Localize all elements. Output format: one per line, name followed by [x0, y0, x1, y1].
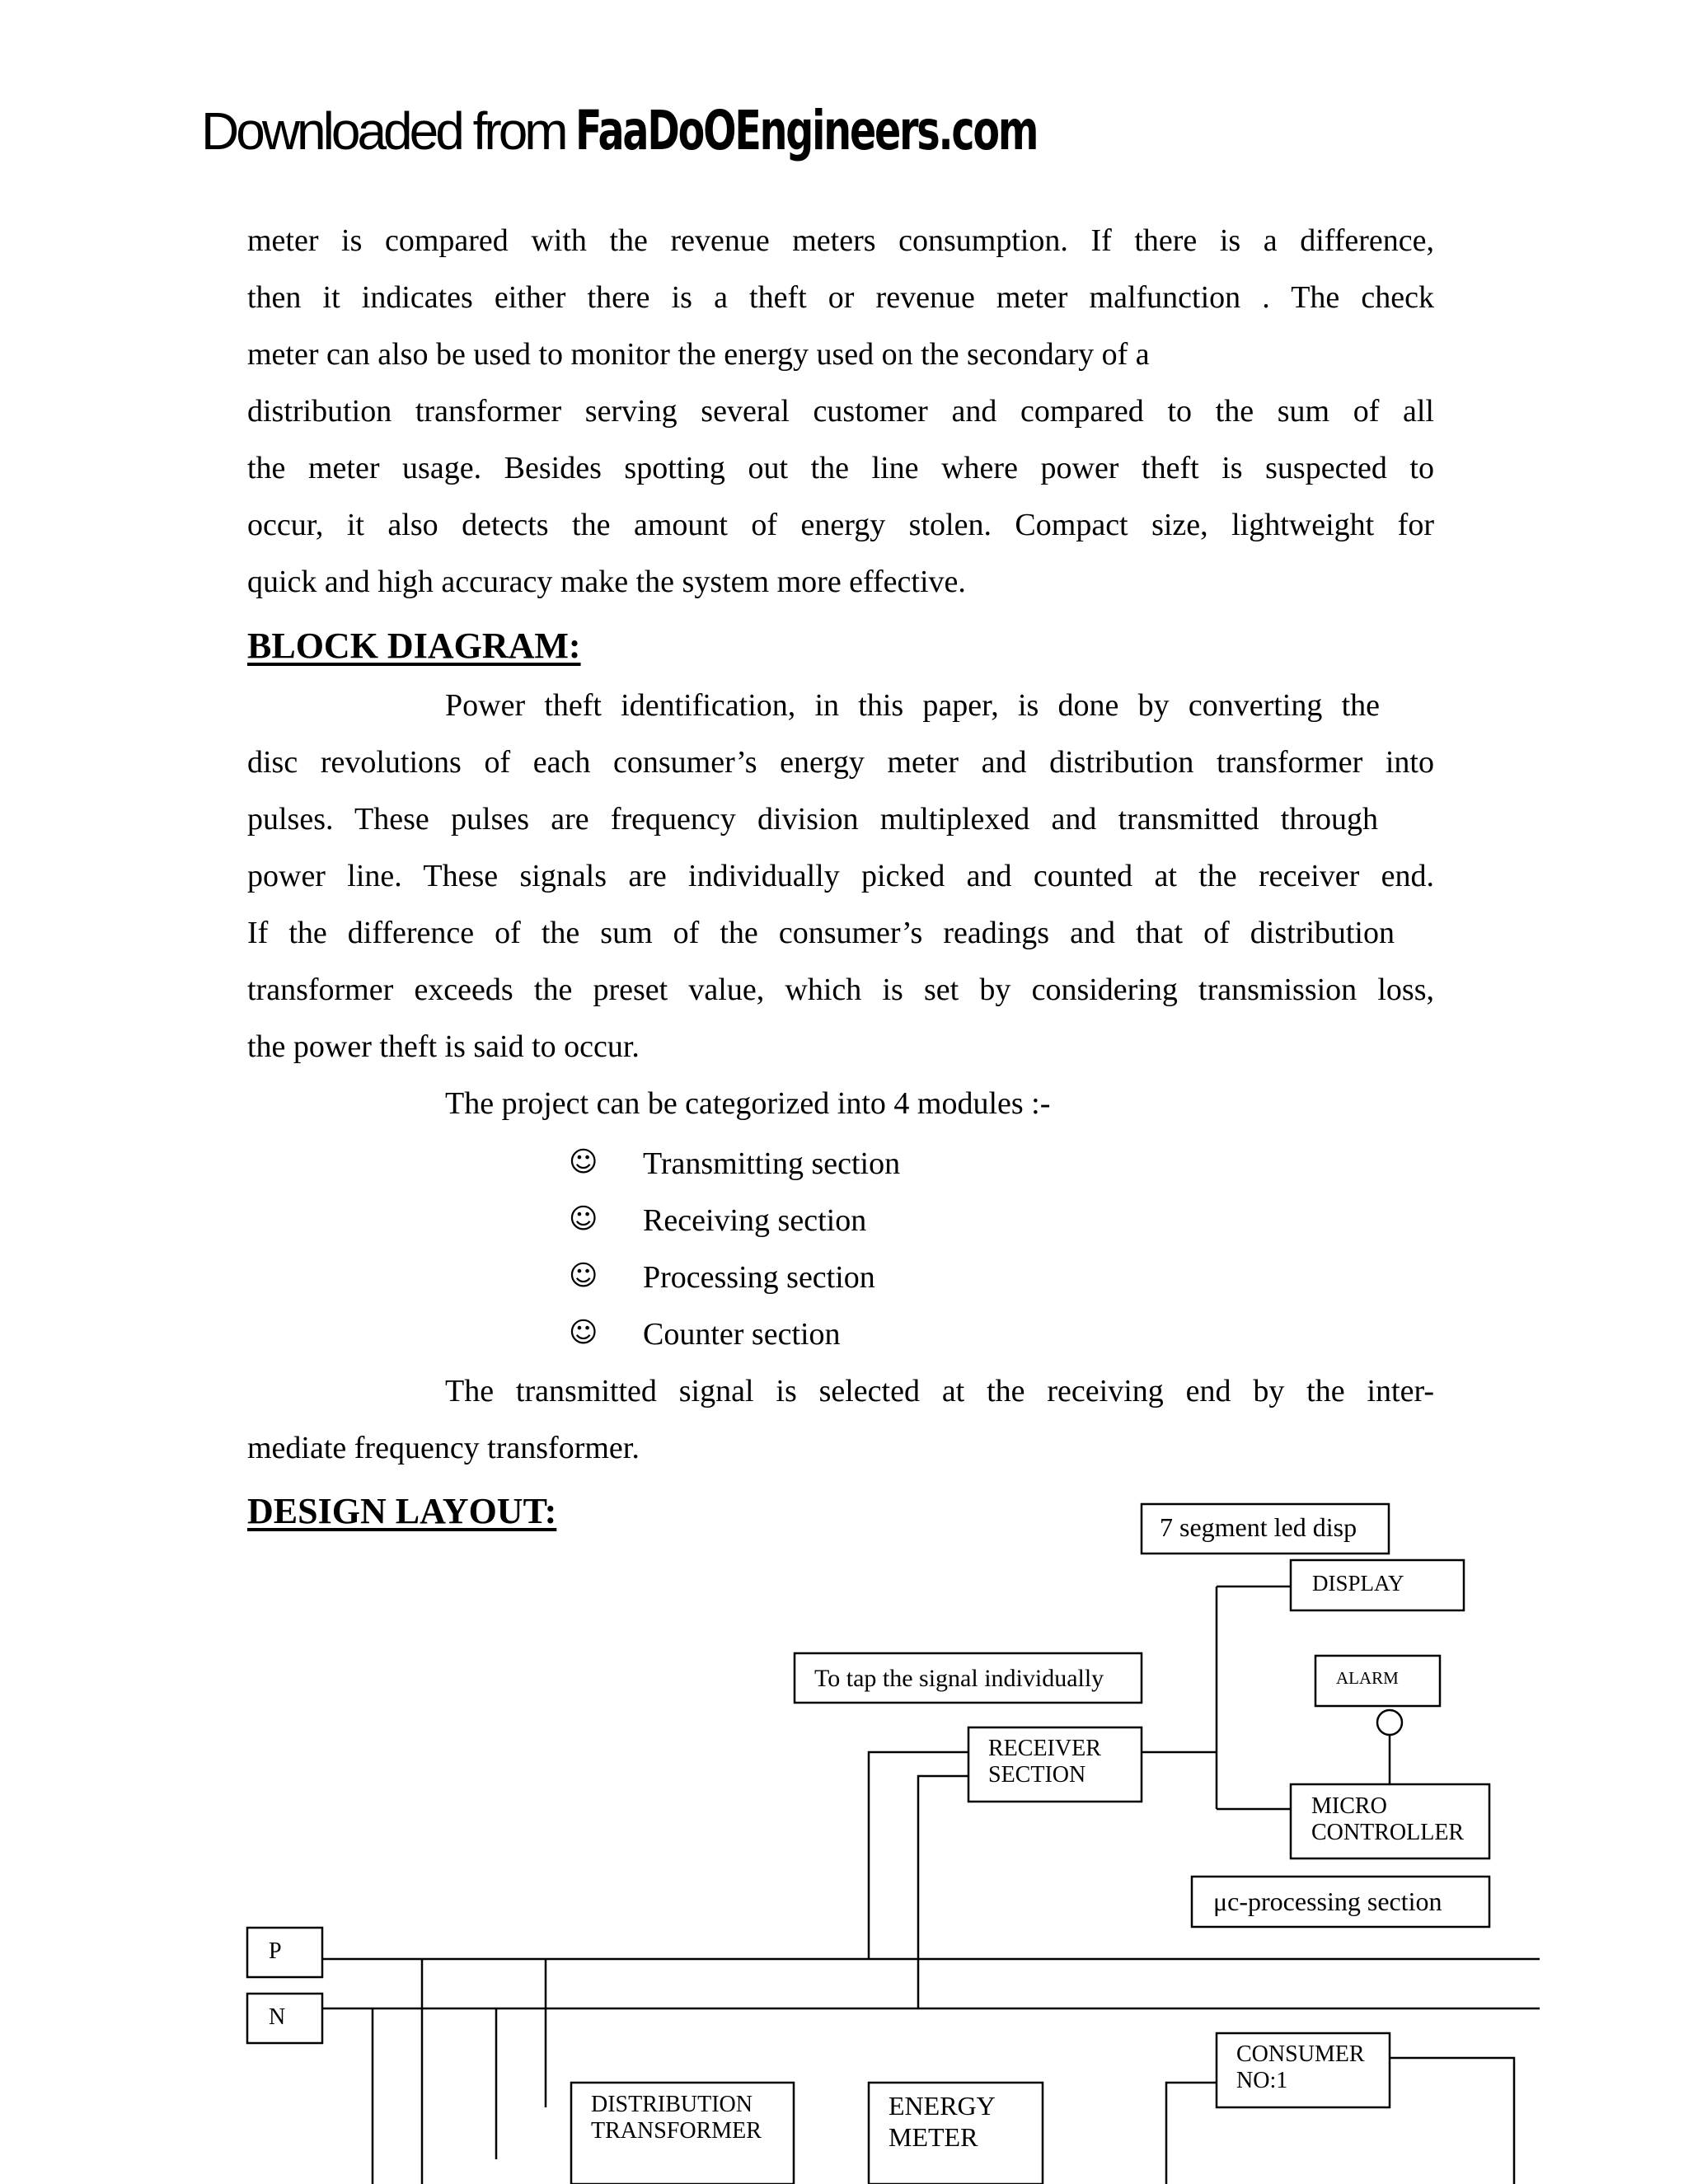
p-box	[247, 1928, 322, 1977]
alarm-label: ALARM	[1336, 1668, 1399, 1688]
text-line: pulses. These pulses are frequency division multiplexed and transmitted through	[247, 802, 1378, 837]
heading-design-layout: DESIGN LAYOUT:	[247, 1491, 557, 1531]
text-line: occur, it also detects the amount of energy stolen. Compact size, lightweight for	[247, 508, 1434, 542]
download-banner	[201, 99, 1217, 162]
energy-meter-label-line1: ENERGY	[889, 2091, 996, 2121]
consumer-wires	[1166, 2058, 1514, 2184]
consumer-label-line2: NO:1	[1236, 2068, 1288, 2093]
text-line: meter is compared with the revenue meters consumption. If there is a difference,	[247, 223, 1434, 258]
text-line: If the difference of the sum of the consumer’s readings and that of distribution	[247, 916, 1395, 950]
module-item: Transmitting section	[643, 1146, 901, 1181]
micro-label-line2: CONTROLLER	[1311, 1820, 1465, 1845]
text-line: distribution transformer serving several customer and compared to the sum of all	[247, 394, 1434, 429]
micro-label-line1: MICRO	[1311, 1793, 1387, 1819]
consumer-label-line1: CONSUMER	[1236, 2041, 1365, 2067]
text-line: meter can also be used to monitor the energy used on the secondary of a	[247, 337, 1150, 372]
n-line-tap-wire	[918, 1776, 968, 2008]
smiley-icon: ☺	[569, 1146, 598, 1179]
text-line: then it indicates either there is a theft or revenue meter malfunction . The check	[247, 280, 1434, 315]
tap-note: To tap the signal individually	[814, 1665, 1104, 1692]
smiley-icon: ☺	[569, 1259, 598, 1292]
dist-transformer-label-line2: TRANSFORMER	[591, 2118, 762, 2144]
text-line: disc revolutions of each consumer’s energy meter and distribution transformer into	[247, 745, 1434, 780]
module-item: Processing section	[643, 1260, 875, 1295]
seg-display-note: 7 segment led disp	[1160, 1512, 1357, 1542]
text-line: the power theft is said to occur.	[247, 1029, 640, 1064]
n-label: N	[269, 2004, 286, 2030]
receiver-to-mc-wire	[1142, 1586, 1291, 1809]
energy-meter-label-line2: METER	[889, 2122, 978, 2152]
uc-processing-note: μc-processing section	[1213, 1886, 1442, 1916]
module-item: Counter section	[643, 1317, 841, 1352]
receiver-label-line2: SECTION	[988, 1762, 1086, 1788]
banner-brand-logo: FaaDoOEngineers.com	[574, 99, 1037, 162]
modules-intro: The project can be categorized into 4 modules :-	[445, 1086, 1051, 1121]
receiver-label-line1: RECEIVER	[988, 1736, 1101, 1761]
drop-wires	[373, 1959, 546, 2184]
alarm-indicator-icon	[1377, 1710, 1402, 1735]
p-line-tap-wire	[869, 1752, 968, 1959]
smiley-icon: ☺	[569, 1316, 598, 1349]
p-label: P	[269, 1938, 282, 1964]
dist-transformer-label-line1: DISTRIBUTION	[591, 2092, 753, 2117]
text-line: mediate frequency transformer.	[247, 1431, 640, 1465]
text-line: power line. These signals are individually picked and counted at the receiver end.	[247, 859, 1434, 893]
smiley-icon: ☺	[569, 1202, 598, 1235]
text-line: The transmitted signal is selected at the receiving end by the inter-	[445, 1374, 1434, 1408]
heading-block-diagram: BLOCK DIAGRAM:	[247, 626, 581, 666]
display-label: DISPLAY	[1312, 1571, 1404, 1596]
text-line: the meter usage. Besides spotting out the line where power theft is suspected to	[247, 451, 1434, 485]
banner-prefix: Downloaded from	[201, 101, 565, 161]
text-line: transformer exceeds the preset value, which is set by considering transmission loss,	[247, 972, 1434, 1007]
text-line: quick and high accuracy make the system more effective.	[247, 565, 966, 599]
module-item: Receiving section	[643, 1203, 867, 1238]
text-line: Power theft identification, in this paper, is done by converting the	[445, 688, 1380, 723]
